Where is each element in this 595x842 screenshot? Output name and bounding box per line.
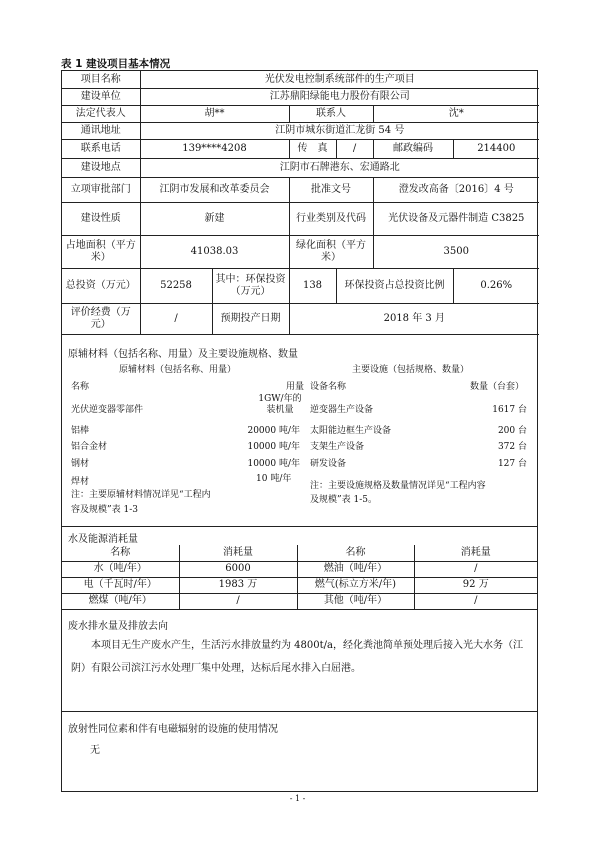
page-number: - 1 - xyxy=(289,794,306,803)
wastewater-section-title: 废水排水量及排放去向 xyxy=(68,621,168,632)
energy-item: 电（千瓦时/年） xyxy=(62,577,179,593)
industry-label: 行业类别及代码 xyxy=(289,202,373,235)
phone-label: 联系电话 xyxy=(62,139,140,158)
divider xyxy=(62,526,537,527)
materials-col-equipment: 设备名称 xyxy=(310,382,347,392)
green-label: 绿化面积（平方米） xyxy=(289,235,373,268)
postcode-label: 邮政编码 xyxy=(373,139,453,158)
materials-col-name: 名称 xyxy=(71,382,90,392)
material-amount: 20000 吨/年 xyxy=(247,426,300,436)
divider xyxy=(62,711,537,712)
invest-label: 总投资（万元） xyxy=(62,268,140,303)
address-value: 江阴市城东街道汇龙街 54 号 xyxy=(140,122,539,139)
area-value: 41038.03 xyxy=(140,235,289,268)
builder-label: 建设单位 xyxy=(62,88,140,105)
materials-right-heading: 主要设施（包括规格、数量） xyxy=(352,365,470,375)
phone-value: 139****4208 xyxy=(140,139,289,158)
invest-value: 52258 xyxy=(140,268,212,303)
materials-col-qty: 数量（台套） xyxy=(470,382,525,392)
site-label: 建设地点 xyxy=(62,158,140,177)
energy-item: 燃煤（吨/年） xyxy=(62,593,179,609)
energy-value: 1983 万 xyxy=(179,577,297,593)
legal-rep-value: 胡** xyxy=(140,105,289,122)
material-amount: 10000 吨/年 xyxy=(247,442,300,452)
start-date-label: 预期投产日期 xyxy=(212,303,289,334)
project-name-label: 项目名称 xyxy=(62,71,140,88)
material-name: 铝棒 xyxy=(71,426,90,436)
energy-value: / xyxy=(414,593,537,609)
energy-value: 6000 xyxy=(179,561,297,577)
nature-label: 建设性质 xyxy=(62,202,140,235)
material-amount: 10 吨/年 xyxy=(256,474,292,484)
env-invest-label: 其中：环保投资（万元） xyxy=(212,268,289,303)
nature-value: 新建 xyxy=(140,202,289,235)
equipment-name: 支架生产设备 xyxy=(310,442,365,452)
materials-col-amount: 用量 xyxy=(286,382,305,392)
energy-item: 燃气(标立方米/年) xyxy=(297,577,414,593)
contact-value: 沈* xyxy=(373,105,539,122)
equipment-qty: 127 台 xyxy=(497,459,527,469)
equipment-qty: 200 台 xyxy=(497,426,527,436)
materials-right-note-cont: 及规模”表 1-5。 xyxy=(310,495,377,505)
env-ratio-label: 环保投资占总投资比例 xyxy=(336,268,453,303)
page-title: 表 1 建设项目基本情况 xyxy=(61,58,171,70)
energy-header-amount: 消耗量 xyxy=(414,545,537,561)
materials-right-note: 注：主要设施规格及数量情况详见“工程内容 xyxy=(310,481,486,491)
material-amount: 1GW/年的装机量 xyxy=(258,394,302,415)
materials-left-note: 注：主要原辅材料情况详见“工程内 xyxy=(71,490,211,500)
radiation-section-title: 放射性同位素和伴有电磁辐射的设施的使用情况 xyxy=(68,724,278,735)
fax-label: 传 真 xyxy=(289,139,336,158)
site-value: 江阴市石牌港东、宏通路北 xyxy=(140,158,539,177)
approval-no-value: 澄发改高备〔2016〕4 号 xyxy=(373,177,539,202)
approval-no-label: 批准文号 xyxy=(289,177,373,202)
material-name: 焊材 xyxy=(71,477,90,487)
approval-dept-label: 立项审批部门 xyxy=(62,177,140,202)
eval-fee-value: / xyxy=(140,303,212,334)
energy-item: 水（吨/年） xyxy=(62,561,179,577)
legal-rep-label: 法定代表人 xyxy=(62,105,140,122)
energy-header-amount: 消耗量 xyxy=(179,545,297,561)
materials-left-heading: 原辅材料（包括名称、用量） xyxy=(119,365,237,375)
energy-item: 燃油（吨/年） xyxy=(297,561,414,577)
contact-label: 联系人 xyxy=(289,105,373,122)
materials-section-title: 原辅材料（包括名称、用量）及主要设施规格、数量 xyxy=(68,349,298,360)
equipment-qty: 1617 台 xyxy=(492,405,527,415)
builder-value: 江苏鼎阳绿能电力股份有限公司 xyxy=(140,88,539,105)
eval-fee-label: 评价经费（万元） xyxy=(62,303,140,334)
equipment-name: 逆变器生产设备 xyxy=(310,405,374,415)
energy-header-name: 名称 xyxy=(297,545,414,561)
equipment-name: 研发设备 xyxy=(310,459,347,469)
material-name: 光伏逆变器零部件 xyxy=(71,405,144,415)
project-name-value: 光伏发电控制系统部件的生产项目 xyxy=(140,71,539,88)
energy-table xyxy=(62,545,537,610)
green-value: 3500 xyxy=(373,235,539,268)
energy-value: 92 万 xyxy=(414,577,537,593)
env-invest-value: 138 xyxy=(289,268,336,303)
equipment-qty: 372 台 xyxy=(497,442,527,452)
energy-section-title: 水及能源消耗量 xyxy=(68,534,138,545)
project-info-form xyxy=(61,70,538,792)
material-amount: 10000 吨/年 xyxy=(247,459,300,469)
materials-left-note-cont: 容及规模”表 1-3 xyxy=(71,505,138,515)
equipment-name: 太阳能边框生产设备 xyxy=(310,426,392,436)
energy-item: 其他（吨/年） xyxy=(297,593,414,609)
energy-value: / xyxy=(179,593,297,609)
env-ratio-value: 0.26% xyxy=(453,268,539,303)
radiation-text: 无 xyxy=(90,745,100,756)
wastewater-text xyxy=(71,634,528,680)
energy-value: / xyxy=(414,561,537,577)
energy-header-name: 名称 xyxy=(62,545,179,561)
start-date-value: 2018 年 3 月 xyxy=(289,303,539,334)
material-name: 铝合金材 xyxy=(71,442,108,452)
fax-value: / xyxy=(336,139,373,158)
area-label: 占地面积（平方米） xyxy=(62,235,140,268)
postcode-value: 214400 xyxy=(453,139,539,158)
approval-dept-value: 江阴市发展和改革委员会 xyxy=(140,177,289,202)
material-name: 钢材 xyxy=(71,459,90,469)
basic-info-table xyxy=(62,71,539,335)
industry-value: 光伏设备及元器件制造 C3825 xyxy=(373,202,539,235)
address-label: 通讯地址 xyxy=(62,122,140,139)
wastewater-paragraph: 本项目无生产废水产生，生活污水排放量约为 4800t/a，经化粪池简单预处理后接入光大水务（江阴）有限公司滨江污水处理厂集中处理，达标后尾水排入白屈港。 xyxy=(71,640,523,674)
